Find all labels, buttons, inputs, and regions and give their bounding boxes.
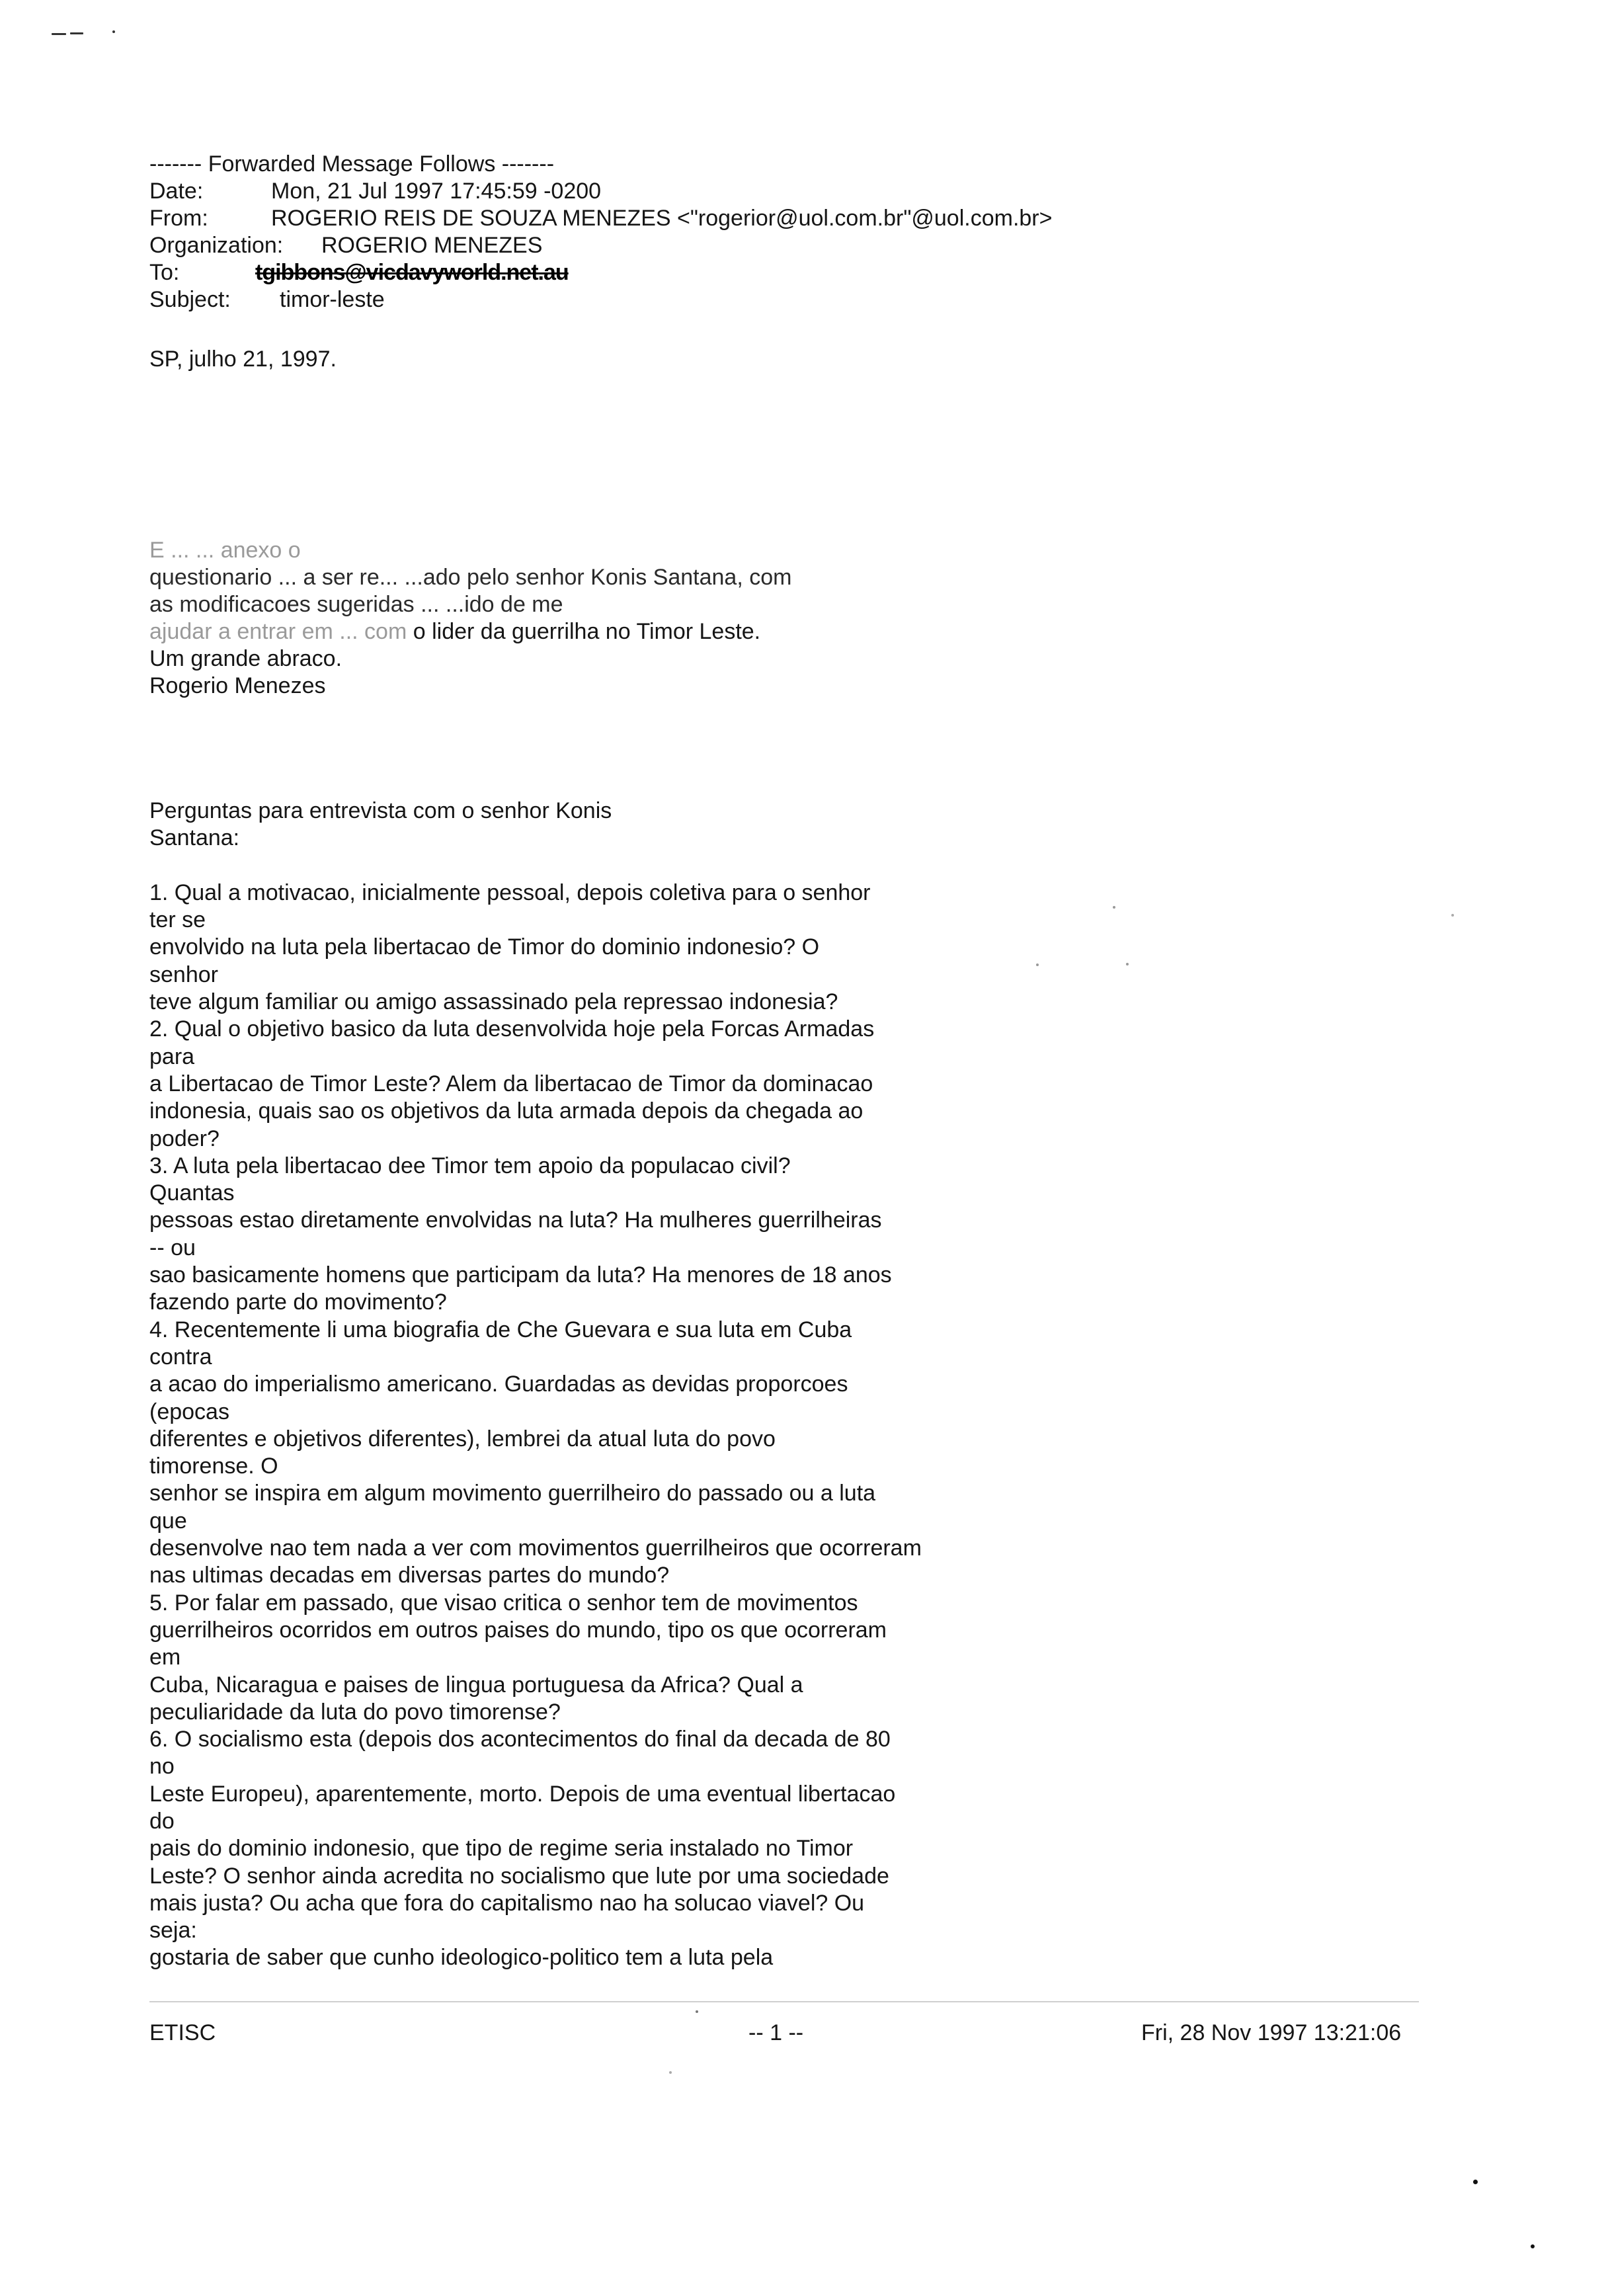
body-line: pessoas estao diretamente envolvidas na luta? Ha mulheres guerrilheiras [149, 1208, 882, 1233]
scan-speck [1451, 914, 1454, 917]
scan-speck [1126, 963, 1129, 965]
body-line: senhor [149, 962, 218, 987]
footer-divider [149, 2001, 1419, 2002]
date-label: Date: [149, 179, 204, 204]
body-line [149, 852, 922, 880]
body-line: poder? [149, 1126, 220, 1151]
body-line: nas ultimas decadas em diversas partes do mundo? [149, 1563, 670, 1588]
body-line: indonesia, quais sao os objetivos da luta armada depois da chegada ao [149, 1098, 864, 1124]
body-line: 4. Recentemente li uma biografia de Che Guevara e sua luta em Cuba [149, 1317, 852, 1342]
body-line: que [149, 1508, 187, 1534]
footer-sender-id: ETISC [149, 2020, 216, 2045]
obscured-paragraph [149, 537, 791, 700]
body-line: 3. A luta pela libertacao dee Timor tem apoio da populacao civil? [149, 1153, 791, 1178]
obscured-line-3: as modificacoes sugeridas ... ...ido de me [149, 592, 563, 617]
body-line: peculiaridade da luta do povo timorense? [149, 1699, 561, 1725]
header-row-organization [149, 232, 554, 259]
obscured-line-1: E ... ... anexo o [149, 538, 301, 563]
scan-speck [1531, 2244, 1535, 2248]
body-line: pais do dominio indonesio, que tipo de regime seria instalado no Timor [149, 1836, 854, 1862]
obscured-line-2: questionario ... a ser re... ...ado pelo senhor Konis Santana, com [149, 565, 792, 590]
body-line: seja: [149, 1918, 197, 1944]
header-row-from [149, 205, 1053, 232]
body-line: timorense. O [149, 1454, 278, 1479]
body-line: senhor se inspira em algum movimento guerrilheiro do passado ou a luta [149, 1481, 876, 1506]
questionnaire-body [149, 798, 922, 1972]
header-row-subject [149, 286, 554, 313]
forwarded-banner: ------- Forwarded Message Follows ------- [149, 151, 555, 177]
from-value: ROGERIO REIS DE SOUZA MENEZES <"rogerior@uol.com.br"@uol.com.br> [271, 206, 1053, 231]
scan-speck [1036, 964, 1039, 966]
body-line: guerrilheiros ocorridos em outros paises do mundo, tipo os que ocorreram [149, 1617, 887, 1643]
scan-speck [70, 32, 83, 34]
body-line: para [149, 1044, 195, 1069]
organization-value: ROGERIO MENEZES [321, 233, 543, 258]
header-row-to [149, 259, 569, 286]
closing-greeting: Um grande abraco. [149, 646, 342, 671]
from-label: From: [149, 206, 208, 231]
body-line: contra [149, 1344, 212, 1370]
subject-value: timor-leste [280, 287, 385, 312]
body-line: sao basicamente homens que participam da luta? Ha menores de 18 anos [149, 1262, 892, 1288]
body-line: Cuba, Nicaragua e paises de lingua portuguesa da Africa? Qual a [149, 1672, 803, 1698]
scan-speck [1113, 906, 1115, 909]
body-line: a acao do imperialismo americano. Guardadas as devidas proporcoes [149, 1372, 848, 1397]
body-line: Leste? O senhor ainda acredita no socialismo que lute por uma sociedade [149, 1863, 889, 1889]
body-line: Santana: [149, 825, 240, 851]
body-line: diferentes e objetivos diferentes), lembrei da atual luta do povo [149, 1426, 776, 1452]
body-line: Perguntas para entrevista com o senhor Konis [149, 798, 612, 823]
scan-speck [52, 33, 66, 35]
body-line: mais justa? Ou acha que fora do capitalismo nao ha solucao viavel? Ou [149, 1890, 865, 1916]
to-value-redacted: tgibbons@vicdavyworld.net.au [255, 260, 569, 285]
obscured-line-4 [149, 618, 791, 645]
body-line: Leste Europeu), aparentemente, morto. Depois de uma eventual libertacao [149, 1781, 896, 1807]
body-line: 2. Qual o objetivo basico da luta desenvolvida hoje pela Forcas Armadas [149, 1016, 875, 1042]
body-line: em [149, 1645, 181, 1670]
scan-speck [112, 30, 115, 33]
obscured-line-4-clear: o lider da guerrilha no Timor Leste. [413, 619, 761, 644]
subject-label: Subject: [149, 287, 231, 312]
body-line: 6. O socialismo esta (depois dos acontecimentos do final da decada de 80 [149, 1727, 891, 1752]
body-line: teve algum familiar ou amigo assassinado pela repressao indonesia? [149, 989, 838, 1015]
header-row-date [149, 178, 602, 205]
date-value: Mon, 21 Jul 1997 17:45:59 -0200 [271, 179, 602, 204]
body-line: Quantas [149, 1180, 235, 1206]
body-line: do [149, 1808, 175, 1834]
footer-page-number: -- 1 -- [748, 2020, 804, 2045]
letter-dateline: SP, julho 21, 1997. [149, 347, 337, 372]
body-line: gostaria de saber que cunho ideologico-politico tem a luta pela [149, 1945, 774, 1971]
body-line: (epocas [149, 1399, 229, 1424]
scan-speck [1473, 2180, 1478, 2184]
body-line: 5. Por falar em passado, que visao critica o senhor tem de movimentos [149, 1590, 858, 1616]
scan-speck [696, 2010, 698, 2013]
body-line: 1. Qual a motivacao, inicialmente pessoal, depois coletiva para o senhor [149, 880, 871, 905]
body-line: desenvolve nao tem nada a ver com movimentos guerrilheiros que ocorreram [149, 1536, 922, 1561]
body-line: ter se [149, 907, 206, 933]
body-line: fazendo parte do movimento? [149, 1290, 447, 1315]
body-line: envolvido na luta pela libertacao de Timor do dominio indonesio? O [149, 934, 820, 960]
signature-name: Rogerio Menezes [149, 673, 326, 698]
body-line: a Libertacao de Timor Leste? Alem da libertacao de Timor da dominacao [149, 1071, 873, 1096]
body-line: no [149, 1754, 175, 1780]
email-header [149, 151, 1053, 313]
obscured-line-4-faint: ajudar a entrar em ... com [149, 619, 407, 644]
footer-timestamp: Fri, 28 Nov 1997 13:21:06 [1141, 2020, 1402, 2045]
body-line: -- ou [149, 1235, 196, 1260]
to-label: To: [149, 260, 180, 285]
organization-label: Organization: [149, 233, 284, 258]
scan-speck [669, 2071, 672, 2074]
